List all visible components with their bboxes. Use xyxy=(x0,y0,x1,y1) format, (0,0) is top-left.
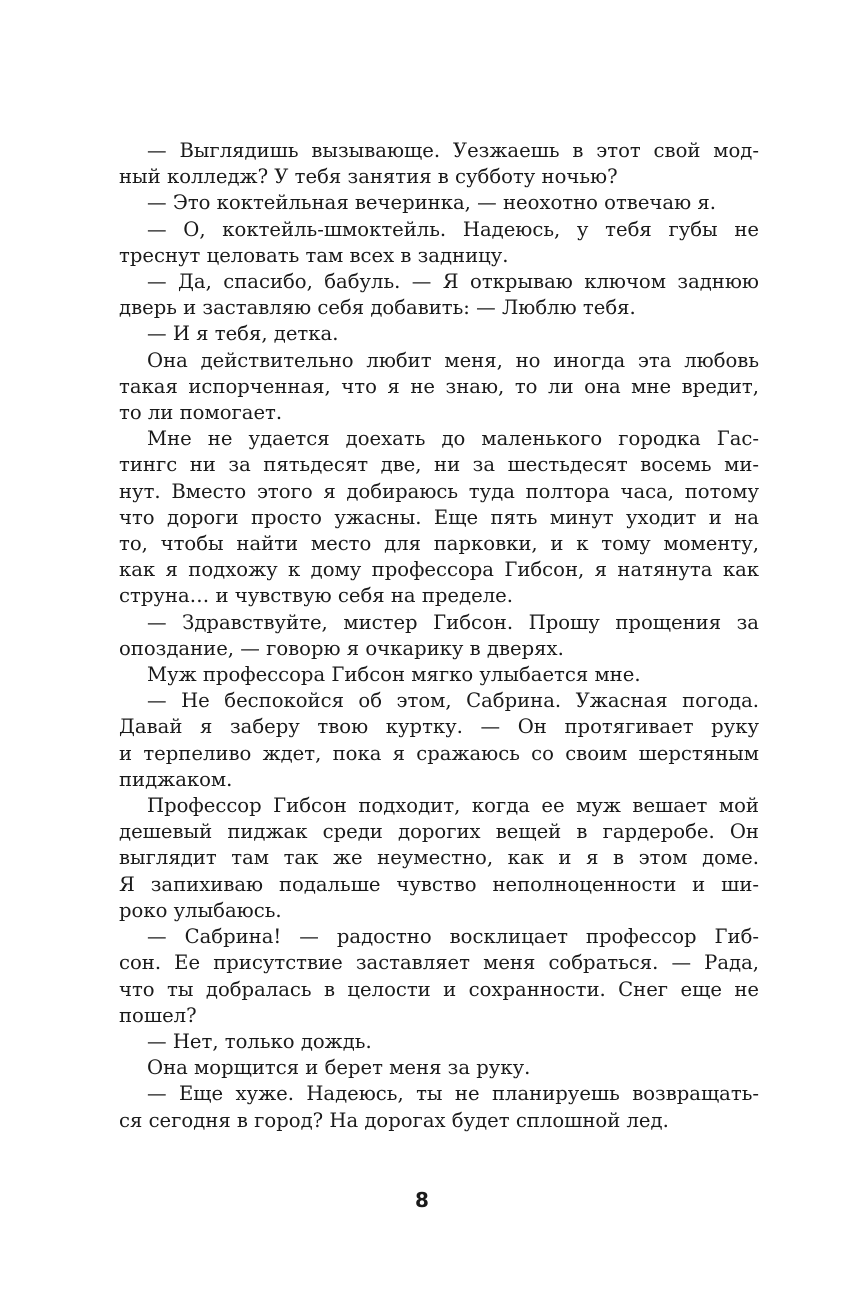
text-line: — Нет, только дождь. xyxy=(147,1029,372,1053)
text-line: — Это коктейльная вечеринка, — неохотно отвечаю я. xyxy=(147,191,716,215)
text-line: то, чтобы найти место для парковки, и к тому моменту, xyxy=(119,532,759,556)
text-line: — Не беспокойся об этом, Сабрина. Ужасная погода. xyxy=(147,689,759,713)
text-line: — Сабрина! — радостно восклицает профессор Гиб- xyxy=(147,925,759,949)
text-line: и терпеливо ждет, пока я сражаюсь со своим шерстяным xyxy=(119,741,759,765)
text-line: роко улыбаюсь. xyxy=(119,898,282,922)
text-line: — Здравствуйте, мистер Гибсон. Прошу прощения за xyxy=(147,610,759,634)
page-number: 8 xyxy=(415,1188,429,1212)
text-line: дверь и заставляю себя добавить: — Люблю тебя. xyxy=(119,296,636,320)
text-line: Я запихиваю подальше чувство неполноценности и ши- xyxy=(119,872,759,896)
text-line: сон. Ее присутствие заставляет меня собраться. — Рада, xyxy=(119,951,759,975)
text-line: Муж профессора Гибсон мягко улыбается мне. xyxy=(147,663,641,687)
text-line: — Да, спасибо, бабуль. — Я открываю ключом заднюю xyxy=(147,270,759,294)
text-line: выглядит там так же неуместно, как и я в этом доме. xyxy=(119,846,759,870)
text-line: что дороги просто ужасны. Еще пять минут уходит и на xyxy=(119,505,759,529)
text-line: Давай я заберу твою куртку. — Он протягивает руку xyxy=(119,715,759,739)
text-line: Мне не удается доехать до маленького городка Гас- xyxy=(147,427,759,451)
text-line: такая испорченная, что я не знаю, то ли она мне вредит, xyxy=(119,374,759,398)
text-line: — Выглядишь вызывающе. Уезжаешь в этот свой мод- xyxy=(147,139,759,162)
text-line: пиджаком. xyxy=(119,767,233,791)
text-line: Она действительно любит меня, но иногда эта любовь xyxy=(147,348,759,372)
text-line: опоздание, — говорю я очкарику в дверях. xyxy=(119,636,564,660)
text-line: Она морщится и берет меня за руку. xyxy=(147,1056,531,1080)
text-line: ся сегодня в город? На дорогах будет сплошной лед. xyxy=(119,1108,669,1132)
body-text xyxy=(119,138,759,1134)
text-line: как я подхожу к дому профессора Гибсон, я натянута как xyxy=(119,558,759,582)
text-line: ный колледж? У тебя занятия в субботу ночью? xyxy=(119,165,618,189)
text-line: струна… и чувствую себя на пределе. xyxy=(119,584,513,608)
text-line: Профессор Гибсон подходит, когда ее муж вешает мой xyxy=(147,794,759,818)
text-line: дешевый пиджак среди дорогих вещей в гардеробе. Он xyxy=(119,820,759,844)
text-line: нут. Вместо этого я добираюсь туда полтора часа, потому xyxy=(119,479,759,503)
text-line: треснут целовать там всех в задницу. xyxy=(119,243,509,267)
text-line: что ты добралась в целости и сохранности. Снег еще не xyxy=(119,977,759,1001)
text-line: пошел? xyxy=(119,1003,197,1027)
text-line: — О, коктейль-шмоктейль. Надеюсь, у тебя губы не xyxy=(147,217,759,241)
text-line: тингс ни за пятьдесят две, ни за шестьдесят восемь ми- xyxy=(119,453,759,477)
text-line: — Еще хуже. Надеюсь, ты не планируешь возвращать- xyxy=(147,1082,759,1106)
text-line: то ли помогает. xyxy=(119,401,283,425)
text-line: — И я тебя, детка. xyxy=(147,322,339,346)
